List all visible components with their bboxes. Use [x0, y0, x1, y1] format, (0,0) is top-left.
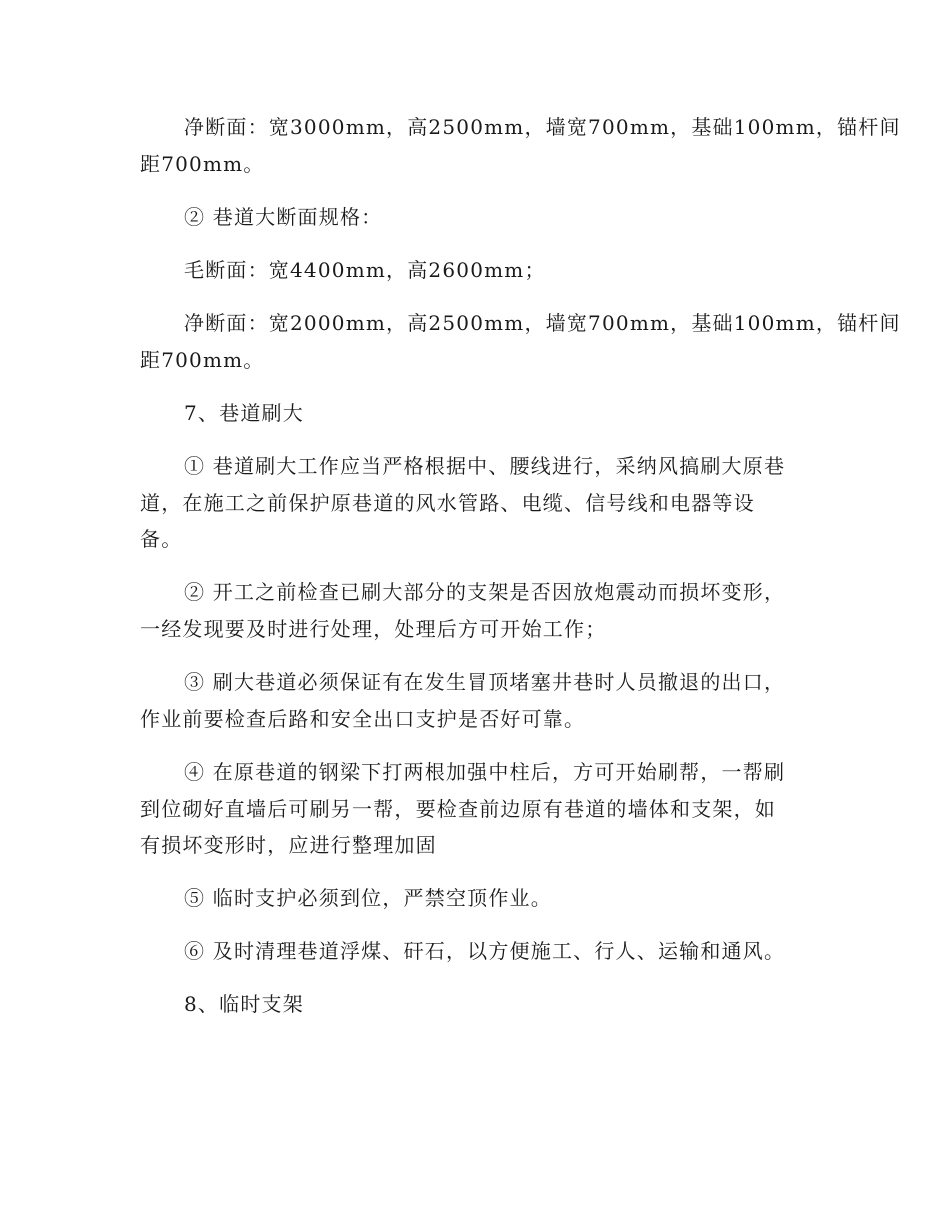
section-heading: 7、巷道刷大 — [184, 401, 304, 425]
paragraph-line: 毛断面：宽4400mm，高2600mm； — [184, 258, 546, 282]
paragraph-line: 距700mm。 — [140, 348, 265, 372]
paragraph-line: 道，在施工之前保护原巷道的风水管路、电缆、信号线和电器等设 — [140, 491, 755, 515]
section-heading: 8、临时支架 — [184, 992, 304, 1016]
paragraph-line: ① 巷道刷大工作应当严格根据中、腰线进行，采纳风搞刷大原巷 — [184, 454, 786, 478]
paragraph-line: ⑤ 临时支护必须到位，严禁空顶作业。 — [184, 886, 552, 910]
paragraph-line: 一经发现要及时进行处理，处理后方可开始工作； — [140, 617, 607, 641]
paragraph-line: 备。 — [140, 527, 183, 551]
paragraph-line: ③ 刷大巷道必须保证有在发生冒顶堵塞井巷时人员撤退的出口， — [184, 670, 786, 694]
paragraph-line: 到位砌好直墙后可刷另一帮，要检查前边原有巷道的墙体和支架，如 — [140, 797, 776, 821]
paragraph-line: ⑥ 及时清理巷道浮煤、矸石，以方便施工、行人、运输和通风。 — [184, 939, 786, 963]
paragraph-line: 净断面：宽3000mm，高2500mm，墙宽700mm，基础100mm，锚杆间 — [184, 115, 901, 139]
paragraph-line: 作业前要检查后路和安全出口支护是否好可靠。 — [140, 707, 586, 731]
paragraph-line: ④ 在原巷道的钢梁下打两根加强中柱后，方可开始刷帮，一帮刷 — [184, 760, 786, 784]
paragraph-line: 净断面：宽2000mm，高2500mm，墙宽700mm，基础100mm，锚杆间 — [184, 311, 901, 335]
paragraph-line: 距700mm。 — [140, 152, 265, 176]
paragraph-line: ② 开工之前检查已刷大部分的支架是否因放炮震动而损坏变形， — [184, 580, 786, 604]
paragraph-line: ② 巷道大断面规格： — [184, 205, 383, 229]
paragraph-line: 有损坏变形时，应进行整理加固 — [140, 833, 437, 857]
